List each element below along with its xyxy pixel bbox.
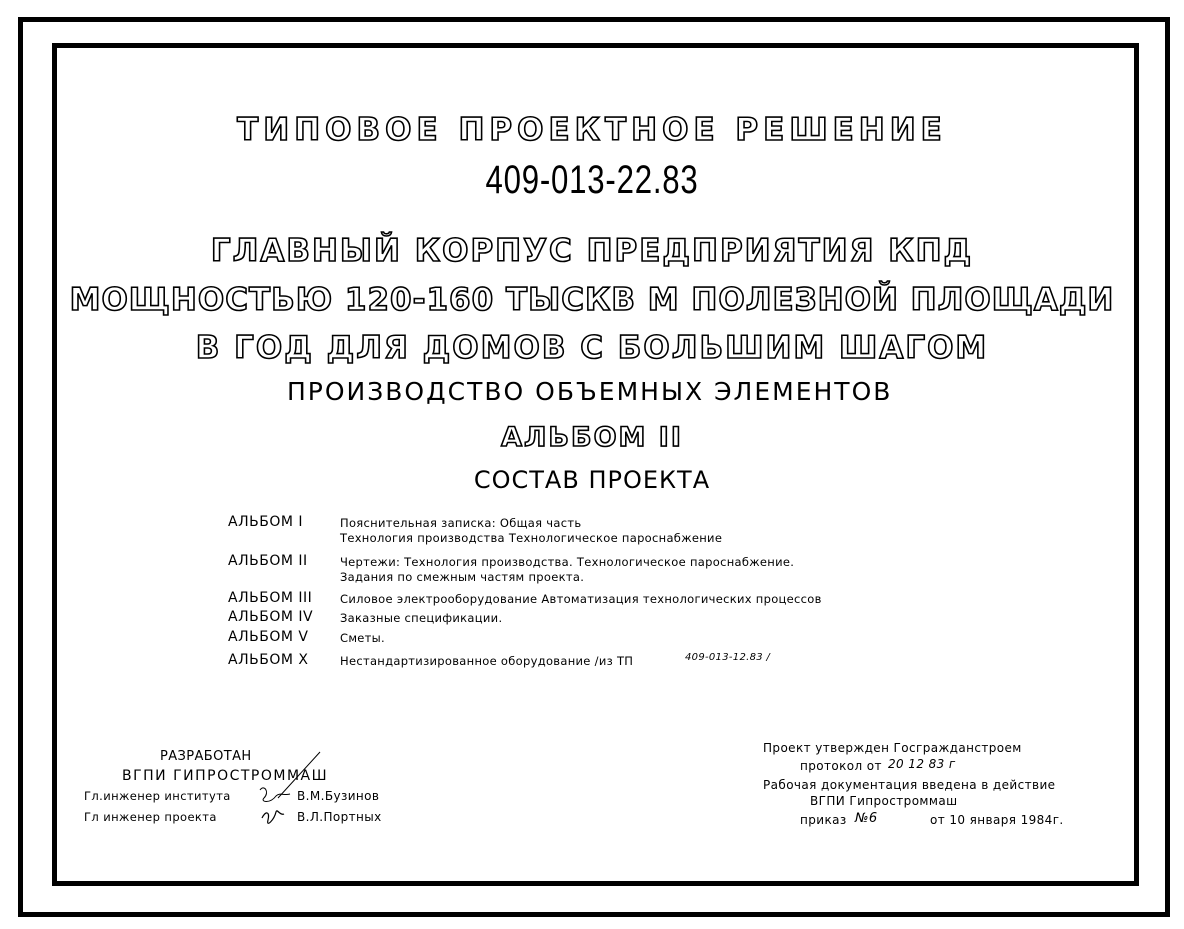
album-title: АЛЬБОМ II [501, 422, 683, 453]
album-desc: Пояснительная записка: Общая часть [340, 516, 582, 530]
album-label: АЛЬБОМ I [228, 514, 303, 530]
album-label: АЛЬБОМ III [228, 590, 313, 606]
album-desc: Заказные спецификации. [340, 611, 503, 625]
approval-line1: Проект утвержден Госгражданстроем [763, 741, 1022, 755]
title-line3: ГЛАВНЫЙ КОРПУС ПРЕДПРИЯТИЯ КПД [210, 233, 974, 269]
approval-order: приказ [800, 813, 847, 827]
document-number: 409-013-22.83 [485, 158, 699, 202]
developer-heading: РАЗРАБОТАН [160, 749, 252, 764]
title-line1: ТИПОВОЕ ПРОЕКТНОЕ РЕШЕНИЕ [237, 112, 947, 148]
album-desc: Нестандартизированное оборудование /из ТП [340, 654, 634, 668]
album-desc: Силовое электрооборудование Автоматизация технологических процессов [340, 592, 822, 606]
album-desc: Задания по смежным частям проекта. [340, 570, 585, 584]
role-chief-engineer-institute: Гл.инженер института [84, 789, 231, 803]
album-label: АЛЬБОМ X [228, 652, 309, 668]
album-label: АЛЬБОМ IV [228, 609, 314, 625]
approval-order-number: №6 [855, 811, 878, 826]
album-label: АЛЬБОМ II [228, 553, 308, 569]
album-desc: Чертежи: Технология производства. Технологическое пароснабжение. [340, 555, 795, 569]
signature-drawing [250, 748, 330, 833]
handwritten-number: 409-013-12.83 / [685, 652, 771, 663]
subtitle: ПРОИЗВОДСТВО ОБЪЕМНЫХ ЭЛЕМЕНТОВ [287, 377, 893, 406]
approval-order-date: от 10 января 1984г. [930, 813, 1064, 827]
developer-org: ВГПИ ГИПРОСТРОММАШ [122, 768, 329, 784]
name-chief-engineer-project: В.Л.Портных [297, 810, 382, 824]
role-chief-engineer-project: Гл инженер проекта [84, 810, 217, 824]
album-label: АЛЬБОМ V [228, 629, 309, 645]
approval-protocol: протокол от [800, 759, 882, 773]
composition-heading: СОСТАВ ПРОЕКТА [473, 466, 711, 494]
approval-protocol-date: 20 12 83 г [888, 757, 956, 771]
name-chief-engineer-institute: В.М.Бузинов [297, 789, 380, 803]
album-desc: Сметы. [340, 631, 386, 645]
approval-line4: ВГПИ Гипростроммаш [810, 794, 958, 808]
album-desc: Технология производства Технологическое пароснабжение [340, 531, 723, 545]
title-line5: В ГОД ДЛЯ ДОМОВ С БОЛЬШИМ ШАГОМ [195, 330, 989, 366]
approval-line3: Рабочая документация введена в действие [763, 778, 1056, 792]
title-line4: МОЩНОСТЬЮ 120-160 ТЫСКВ М ПОЛЕЗНОЙ ПЛОЩАДИ [69, 282, 1115, 318]
